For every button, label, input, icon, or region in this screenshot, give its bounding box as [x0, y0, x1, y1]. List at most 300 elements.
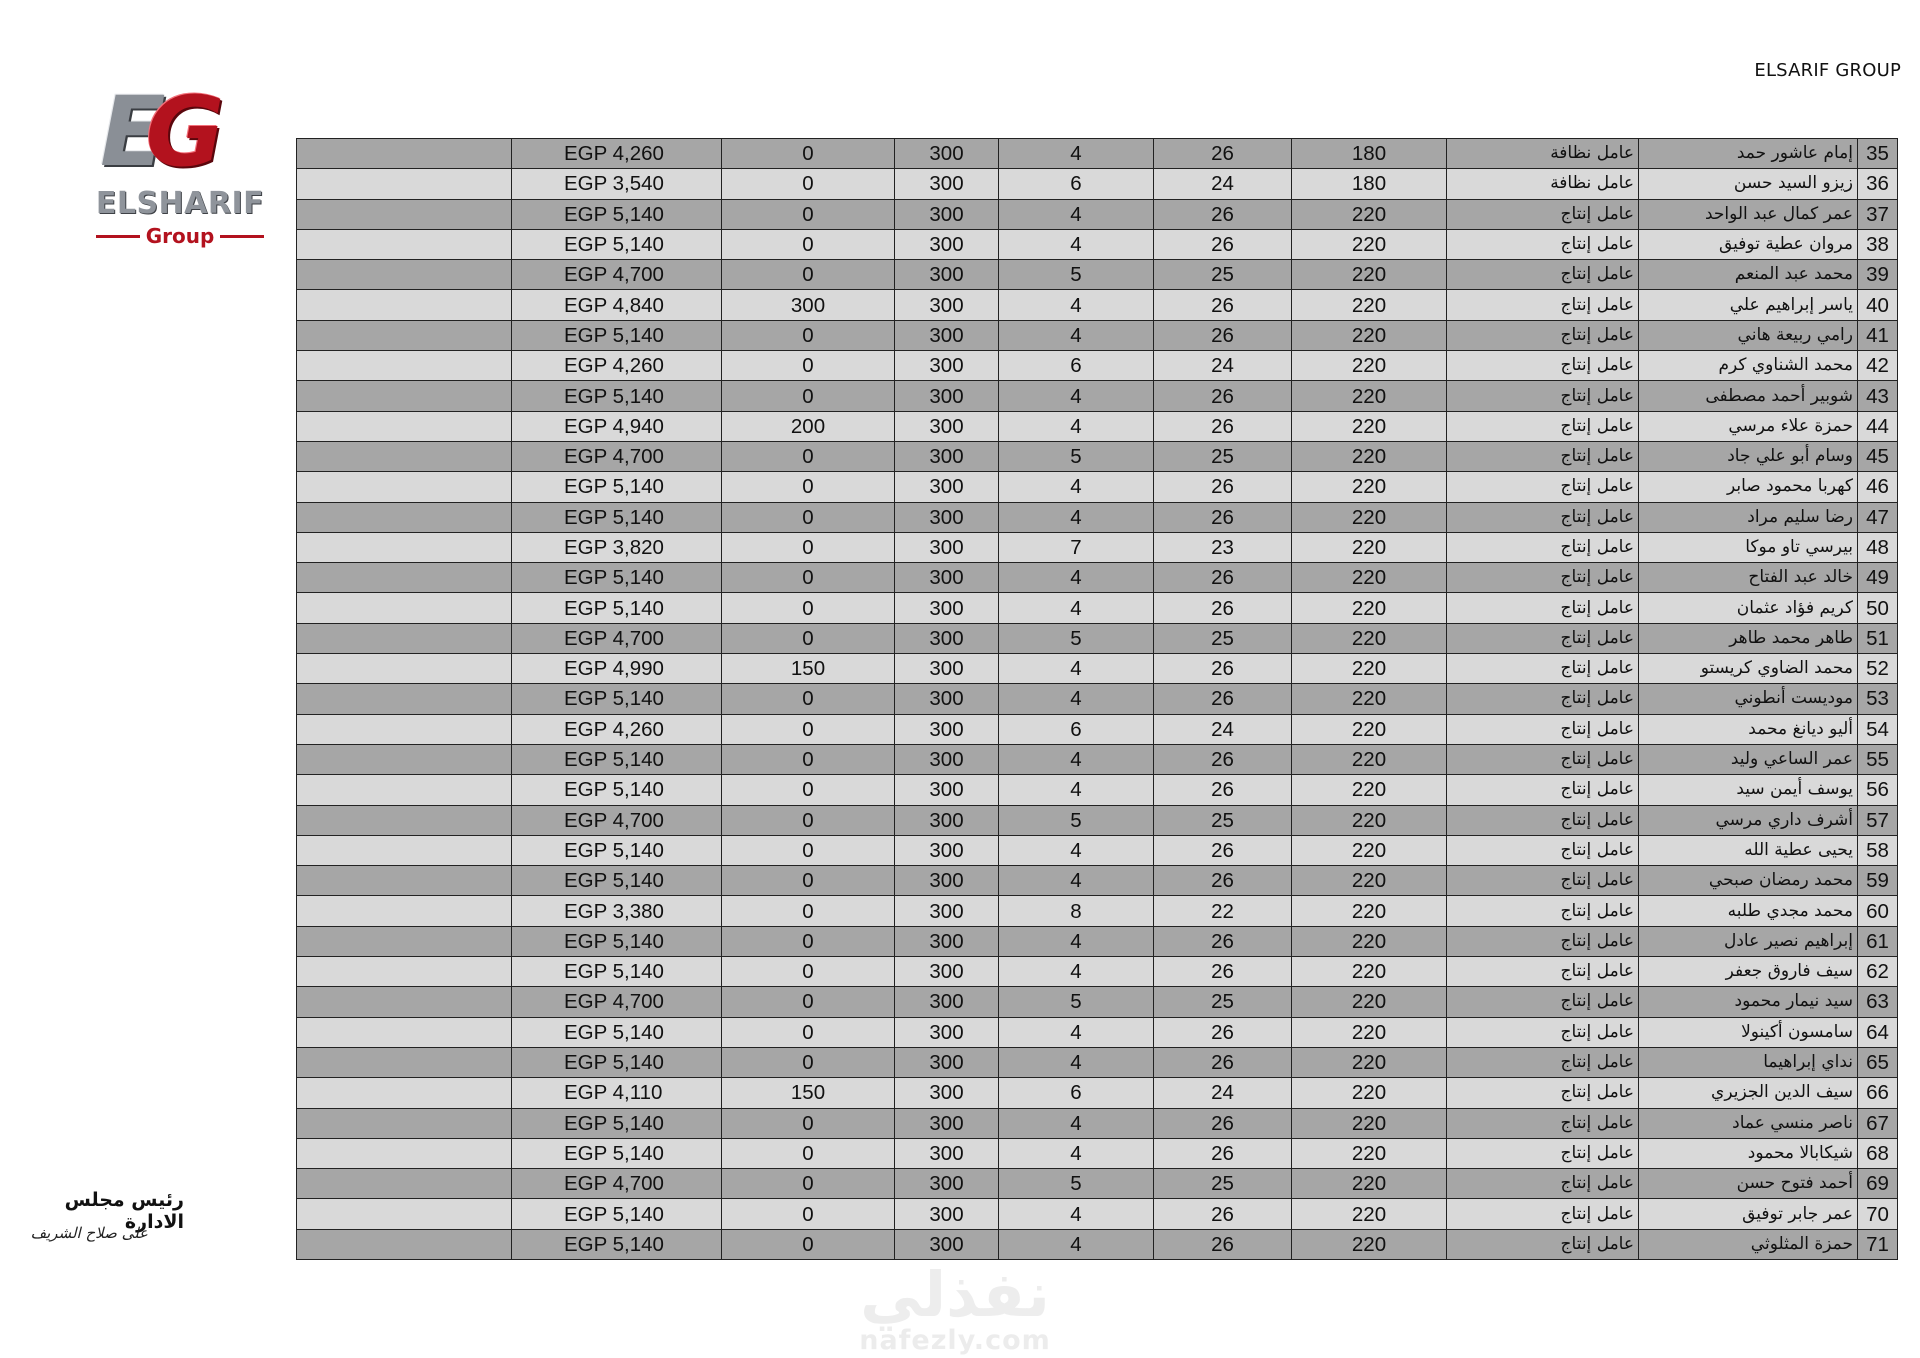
job-title-cell: عامل إنتاج [1447, 1078, 1639, 1108]
empty-cell [297, 957, 512, 987]
allowance-cell: 300 [895, 744, 999, 774]
absence-cell: 6 [999, 1078, 1154, 1108]
bonus-cell: 0 [722, 805, 895, 835]
bonus-cell: 0 [722, 320, 895, 350]
days-cell: 23 [1154, 532, 1292, 562]
bonus-cell: 150 [722, 654, 895, 684]
job-title-cell: عامل إنتاج [1447, 805, 1639, 835]
bonus-cell: 0 [722, 502, 895, 532]
bonus-cell: 0 [722, 199, 895, 229]
empty-cell [297, 229, 512, 259]
allowance-cell: 300 [895, 1169, 999, 1199]
table-row [297, 866, 1898, 896]
daily-rate-cell: 220 [1292, 866, 1447, 896]
absence-cell: 5 [999, 987, 1154, 1017]
row-number-cell: 57 [1858, 805, 1898, 835]
bonus-cell: 0 [722, 1047, 895, 1077]
days-cell: 26 [1154, 139, 1292, 169]
days-cell: 24 [1154, 351, 1292, 381]
table-row [297, 290, 1898, 320]
salary-cell: EGP 5,140 [512, 502, 722, 532]
salary-cell: EGP 5,140 [512, 472, 722, 502]
bonus-cell: 300 [722, 290, 895, 320]
employee-name-cell: عمر كمال عبد الواحد [1639, 199, 1858, 229]
days-cell: 25 [1154, 805, 1292, 835]
allowance-cell: 300 [895, 593, 999, 623]
absence-cell: 4 [999, 199, 1154, 229]
salary-cell: EGP 4,700 [512, 987, 722, 1017]
employee-name-cell: موديست أنطوني [1639, 684, 1858, 714]
table-row [297, 684, 1898, 714]
job-title-cell: عامل إنتاج [1447, 1229, 1639, 1259]
daily-rate-cell: 220 [1292, 744, 1447, 774]
empty-cell [297, 714, 512, 744]
bonus-cell: 0 [722, 563, 895, 593]
table-row [297, 502, 1898, 532]
allowance-cell: 300 [895, 1108, 999, 1138]
bonus-cell: 0 [722, 1229, 895, 1259]
job-title-cell: عامل إنتاج [1447, 714, 1639, 744]
daily-rate-cell: 220 [1292, 926, 1447, 956]
row-number-cell: 36 [1858, 169, 1898, 199]
allowance-cell: 300 [895, 1017, 999, 1047]
bonus-cell: 0 [722, 1017, 895, 1047]
days-cell: 25 [1154, 987, 1292, 1017]
table-row [297, 896, 1898, 926]
bonus-cell: 0 [722, 1169, 895, 1199]
daily-rate-cell: 220 [1292, 1017, 1447, 1047]
bonus-cell: 0 [722, 926, 895, 956]
bonus-cell: 0 [722, 1199, 895, 1229]
daily-rate-cell: 220 [1292, 654, 1447, 684]
allowance-cell: 300 [895, 381, 999, 411]
days-cell: 24 [1154, 1078, 1292, 1108]
job-title-cell: عامل إنتاج [1447, 957, 1639, 987]
job-title-cell: عامل إنتاج [1447, 835, 1639, 865]
empty-cell [297, 502, 512, 532]
allowance-cell: 300 [895, 229, 999, 259]
logo-wordmark: ELSHARIF [95, 186, 265, 221]
days-cell: 26 [1154, 593, 1292, 623]
empty-cell [297, 199, 512, 229]
days-cell: 26 [1154, 1138, 1292, 1168]
job-title-cell: عامل إنتاج [1447, 320, 1639, 350]
empty-cell [297, 926, 512, 956]
bonus-cell: 0 [722, 169, 895, 199]
logo-monogram [100, 76, 270, 188]
employee-name-cell: زيزو السيد حسن [1639, 169, 1858, 199]
absence-cell: 4 [999, 957, 1154, 987]
employee-name-cell: محمد عبد المنعم [1639, 260, 1858, 290]
empty-cell [297, 896, 512, 926]
days-cell: 26 [1154, 926, 1292, 956]
salary-cell: EGP 4,260 [512, 139, 722, 169]
bonus-cell: 0 [722, 441, 895, 471]
bonus-cell: 0 [722, 714, 895, 744]
empty-cell [297, 1199, 512, 1229]
table-row [297, 351, 1898, 381]
empty-cell [297, 1047, 512, 1077]
empty-cell [297, 775, 512, 805]
salary-cell: EGP 4,700 [512, 623, 722, 653]
bonus-cell: 0 [722, 987, 895, 1017]
absence-cell: 4 [999, 1138, 1154, 1168]
job-title-cell: عامل إنتاج [1447, 381, 1639, 411]
allowance-cell: 300 [895, 169, 999, 199]
row-number-cell: 35 [1858, 139, 1898, 169]
row-number-cell: 40 [1858, 290, 1898, 320]
bonus-cell: 0 [722, 775, 895, 805]
row-number-cell: 49 [1858, 563, 1898, 593]
bonus-cell: 0 [722, 684, 895, 714]
employee-name-cell: طاهر محمد طاهر [1639, 623, 1858, 653]
absence-cell: 4 [999, 744, 1154, 774]
days-cell: 25 [1154, 260, 1292, 290]
employee-name-cell: ناصر منسي عماد [1639, 1108, 1858, 1138]
days-cell: 26 [1154, 381, 1292, 411]
row-number-cell: 46 [1858, 472, 1898, 502]
table-row [297, 805, 1898, 835]
days-cell: 26 [1154, 775, 1292, 805]
row-number-cell: 56 [1858, 775, 1898, 805]
daily-rate-cell: 180 [1292, 169, 1447, 199]
absence-cell: 4 [999, 320, 1154, 350]
allowance-cell: 300 [895, 957, 999, 987]
employee-name-cell: محمد رمضان صبحي [1639, 866, 1858, 896]
salary-cell: EGP 4,990 [512, 654, 722, 684]
employee-name-cell: مروان عطية توفيق [1639, 229, 1858, 259]
daily-rate-cell: 220 [1292, 381, 1447, 411]
days-cell: 26 [1154, 320, 1292, 350]
table-row [297, 563, 1898, 593]
employee-name-cell: ياسر إبراهيم علي [1639, 290, 1858, 320]
salary-cell: EGP 5,140 [512, 926, 722, 956]
allowance-cell: 300 [895, 866, 999, 896]
days-cell: 26 [1154, 229, 1292, 259]
absence-cell: 4 [999, 654, 1154, 684]
row-number-cell: 37 [1858, 199, 1898, 229]
row-number-cell: 69 [1858, 1169, 1898, 1199]
job-title-cell: عامل إنتاج [1447, 593, 1639, 623]
empty-cell [297, 563, 512, 593]
job-title-cell: عامل نظافة [1447, 169, 1639, 199]
row-number-cell: 61 [1858, 926, 1898, 956]
daily-rate-cell: 220 [1292, 1229, 1447, 1259]
days-cell: 26 [1154, 1047, 1292, 1077]
empty-cell [297, 1169, 512, 1199]
row-number-cell: 62 [1858, 957, 1898, 987]
absence-cell: 6 [999, 351, 1154, 381]
empty-cell [297, 411, 512, 441]
row-number-cell: 59 [1858, 866, 1898, 896]
salary-cell: EGP 5,140 [512, 320, 722, 350]
bonus-cell: 0 [722, 351, 895, 381]
allowance-cell: 300 [895, 1138, 999, 1168]
row-number-cell: 38 [1858, 229, 1898, 259]
daily-rate-cell: 180 [1292, 139, 1447, 169]
employee-name-cell: بيرسي تاو موكا [1639, 532, 1858, 562]
job-title-cell: عامل إنتاج [1447, 229, 1639, 259]
salary-cell: EGP 5,140 [512, 381, 722, 411]
allowance-cell: 300 [895, 563, 999, 593]
salary-cell: EGP 5,140 [512, 866, 722, 896]
days-cell: 26 [1154, 290, 1292, 320]
table-row [297, 654, 1898, 684]
job-title-cell: عامل إنتاج [1447, 472, 1639, 502]
absence-cell: 4 [999, 229, 1154, 259]
job-title-cell: عامل إنتاج [1447, 1017, 1639, 1047]
empty-cell [297, 1229, 512, 1259]
employee-name-cell: يحيى عطية الله [1639, 835, 1858, 865]
table-row [297, 926, 1898, 956]
absence-cell: 7 [999, 532, 1154, 562]
bonus-cell: 0 [722, 593, 895, 623]
salary-cell: EGP 3,820 [512, 532, 722, 562]
job-title-cell: عامل نظافة [1447, 139, 1639, 169]
logo-rule-left [96, 235, 140, 238]
days-cell: 26 [1154, 1229, 1292, 1259]
days-cell: 26 [1154, 1199, 1292, 1229]
absence-cell: 5 [999, 260, 1154, 290]
empty-cell [297, 684, 512, 714]
salary-cell: EGP 4,840 [512, 290, 722, 320]
absence-cell: 4 [999, 684, 1154, 714]
days-cell: 22 [1154, 896, 1292, 926]
employee-name-cell: محمد الضاوي كريستو [1639, 654, 1858, 684]
salary-cell: EGP 3,380 [512, 896, 722, 926]
row-number-cell: 51 [1858, 623, 1898, 653]
employee-name-cell: رامي ربيعة هاني [1639, 320, 1858, 350]
absence-cell: 4 [999, 593, 1154, 623]
allowance-cell: 300 [895, 805, 999, 835]
salary-cell: EGP 5,140 [512, 199, 722, 229]
table-row [297, 441, 1898, 471]
allowance-cell: 300 [895, 684, 999, 714]
allowance-cell: 300 [895, 1078, 999, 1108]
empty-cell [297, 441, 512, 471]
salary-cell: EGP 4,940 [512, 411, 722, 441]
empty-cell [297, 260, 512, 290]
bonus-cell: 0 [722, 229, 895, 259]
row-number-cell: 39 [1858, 260, 1898, 290]
chairman-title: رئيس مجلس الادارة [64, 1189, 184, 1233]
days-cell: 26 [1154, 502, 1292, 532]
salary-cell: EGP 5,140 [512, 744, 722, 774]
employee-name-cell: عمر جابر توفيق [1639, 1199, 1858, 1229]
job-title-cell: عامل إنتاج [1447, 351, 1639, 381]
employee-name-cell: سيد نيمار محمود [1639, 987, 1858, 1017]
employee-name-cell: إمام عاشور حمد [1639, 139, 1858, 169]
empty-cell [297, 623, 512, 653]
absence-cell: 4 [999, 411, 1154, 441]
allowance-cell: 300 [895, 623, 999, 653]
allowance-cell: 300 [895, 926, 999, 956]
table-row [297, 593, 1898, 623]
bonus-cell: 0 [722, 623, 895, 653]
days-cell: 26 [1154, 957, 1292, 987]
watermark-latin: nafezly.com [859, 1325, 1051, 1356]
row-number-cell: 66 [1858, 1078, 1898, 1108]
allowance-cell: 300 [895, 654, 999, 684]
job-title-cell: عامل إنتاج [1447, 623, 1639, 653]
daily-rate-cell: 220 [1292, 290, 1447, 320]
days-cell: 26 [1154, 563, 1292, 593]
absence-cell: 4 [999, 472, 1154, 502]
empty-cell [297, 139, 512, 169]
daily-rate-cell: 220 [1292, 957, 1447, 987]
row-number-cell: 67 [1858, 1108, 1898, 1138]
table-row [297, 957, 1898, 987]
table-row [297, 229, 1898, 259]
job-title-cell: عامل إنتاج [1447, 896, 1639, 926]
row-number-cell: 43 [1858, 381, 1898, 411]
absence-cell: 5 [999, 805, 1154, 835]
employee-name-cell: رضا سليم مراد [1639, 502, 1858, 532]
days-cell: 26 [1154, 199, 1292, 229]
employee-name-cell: كريم فؤاد عثمان [1639, 593, 1858, 623]
salary-cell: EGP 5,140 [512, 1229, 722, 1259]
empty-cell [297, 1108, 512, 1138]
row-number-cell: 45 [1858, 441, 1898, 471]
days-cell: 25 [1154, 623, 1292, 653]
job-title-cell: عامل إنتاج [1447, 1138, 1639, 1168]
table-row [297, 1199, 1898, 1229]
daily-rate-cell: 220 [1292, 229, 1447, 259]
salary-cell: EGP 4,700 [512, 1169, 722, 1199]
allowance-cell: 300 [895, 441, 999, 471]
empty-cell [297, 593, 512, 623]
absence-cell: 6 [999, 169, 1154, 199]
row-number-cell: 58 [1858, 835, 1898, 865]
absence-cell: 5 [999, 623, 1154, 653]
bonus-cell: 200 [722, 411, 895, 441]
logo-monogram-e: E [100, 76, 152, 188]
allowance-cell: 300 [895, 896, 999, 926]
logo-monogram-g: G [145, 76, 211, 188]
table-row [297, 835, 1898, 865]
logo-sub-text: Group [145, 224, 215, 248]
employee-name-cell: كهربا محمود صابر [1639, 472, 1858, 502]
employee-name-cell: سامسون أكينولا [1639, 1017, 1858, 1047]
empty-cell [297, 532, 512, 562]
salary-cell: EGP 5,140 [512, 593, 722, 623]
table-row [297, 775, 1898, 805]
bonus-cell: 0 [722, 744, 895, 774]
days-cell: 24 [1154, 714, 1292, 744]
daily-rate-cell: 220 [1292, 714, 1447, 744]
salary-cell: EGP 4,260 [512, 714, 722, 744]
job-title-cell: عامل إنتاج [1447, 987, 1639, 1017]
row-number-cell: 55 [1858, 744, 1898, 774]
row-number-cell: 54 [1858, 714, 1898, 744]
salary-cell: EGP 4,700 [512, 441, 722, 471]
empty-cell [297, 290, 512, 320]
daily-rate-cell: 220 [1292, 805, 1447, 835]
company-logo [80, 76, 280, 257]
empty-cell [297, 744, 512, 774]
salary-cell: EGP 5,140 [512, 563, 722, 593]
absence-cell: 4 [999, 775, 1154, 805]
allowance-cell: 300 [895, 1047, 999, 1077]
daily-rate-cell: 220 [1292, 199, 1447, 229]
days-cell: 26 [1154, 835, 1292, 865]
row-number-cell: 60 [1858, 896, 1898, 926]
empty-cell [297, 1078, 512, 1108]
absence-cell: 8 [999, 896, 1154, 926]
days-cell: 26 [1154, 472, 1292, 502]
absence-cell: 4 [999, 1199, 1154, 1229]
row-number-cell: 53 [1858, 684, 1898, 714]
payroll-table [296, 138, 1898, 1260]
empty-cell [297, 472, 512, 502]
row-number-cell: 65 [1858, 1047, 1898, 1077]
job-title-cell: عامل إنتاج [1447, 775, 1639, 805]
row-number-cell: 52 [1858, 654, 1898, 684]
daily-rate-cell: 220 [1292, 1169, 1447, 1199]
job-title-cell: عامل إنتاج [1447, 684, 1639, 714]
job-title-cell: عامل إنتاج [1447, 926, 1639, 956]
allowance-cell: 300 [895, 139, 999, 169]
daily-rate-cell: 220 [1292, 623, 1447, 653]
table-row [297, 744, 1898, 774]
absence-cell: 4 [999, 502, 1154, 532]
job-title-cell: عامل إنتاج [1447, 744, 1639, 774]
allowance-cell: 300 [895, 411, 999, 441]
daily-rate-cell: 220 [1292, 320, 1447, 350]
empty-cell [297, 835, 512, 865]
salary-cell: EGP 5,140 [512, 1138, 722, 1168]
empty-cell [297, 169, 512, 199]
row-number-cell: 42 [1858, 351, 1898, 381]
days-cell: 24 [1154, 169, 1292, 199]
job-title-cell: عامل إنتاج [1447, 411, 1639, 441]
empty-cell [297, 654, 512, 684]
daily-rate-cell: 220 [1292, 441, 1447, 471]
salary-cell: EGP 5,140 [512, 1199, 722, 1229]
bonus-cell: 0 [722, 957, 895, 987]
table-row [297, 987, 1898, 1017]
job-title-cell: عامل إنتاج [1447, 563, 1639, 593]
absence-cell: 4 [999, 1017, 1154, 1047]
table-row [297, 1078, 1898, 1108]
salary-cell: EGP 5,140 [512, 229, 722, 259]
job-title-cell: عامل إنتاج [1447, 654, 1639, 684]
allowance-cell: 300 [895, 987, 999, 1017]
table-row [297, 260, 1898, 290]
salary-cell: EGP 4,700 [512, 260, 722, 290]
days-cell: 26 [1154, 654, 1292, 684]
table-row [297, 1169, 1898, 1199]
salary-cell: EGP 4,700 [512, 805, 722, 835]
days-cell: 26 [1154, 411, 1292, 441]
bonus-cell: 0 [722, 896, 895, 926]
table-row [297, 1047, 1898, 1077]
table-row [297, 623, 1898, 653]
bonus-cell: 0 [722, 472, 895, 502]
absence-cell: 4 [999, 866, 1154, 896]
employee-name-cell: نداي إبراهيما [1639, 1047, 1858, 1077]
daily-rate-cell: 220 [1292, 472, 1447, 502]
days-cell: 26 [1154, 1108, 1292, 1138]
employee-name-cell: أحمد فتوح حسن [1639, 1169, 1858, 1199]
empty-cell [297, 1138, 512, 1168]
employee-name-cell: خالد عبد الفتاح [1639, 563, 1858, 593]
salary-cell: EGP 4,110 [512, 1078, 722, 1108]
daily-rate-cell: 220 [1292, 1078, 1447, 1108]
employee-name-cell: وسام أبو علي جاد [1639, 441, 1858, 471]
employee-name-cell: شوبير أحمد مصطفى [1639, 381, 1858, 411]
watermark-arabic: نفذلي [860, 1258, 1050, 1331]
